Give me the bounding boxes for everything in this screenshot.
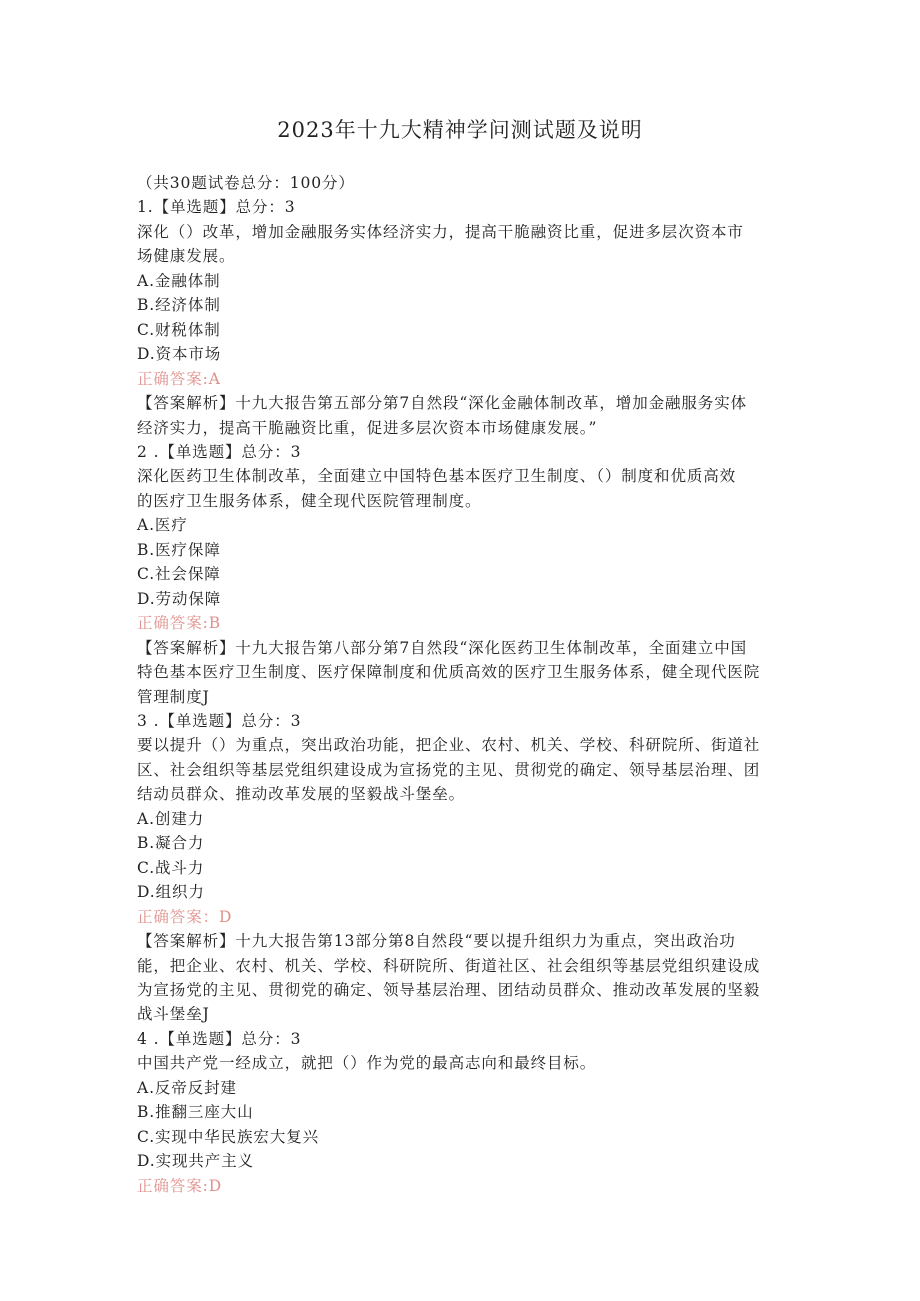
document-title: 2023年十九大精神学问测试题及说明 bbox=[277, 118, 643, 142]
answer-option: B.医疗保障 bbox=[137, 540, 221, 559]
question-header: 1.【单选题】总分：3 bbox=[137, 198, 296, 217]
correct-answer: 正确答案:B bbox=[137, 614, 222, 633]
question-stem-line: 要以提升（）为重点，突出政治功能，把企业、农村、机关、学校、科研院所、街道社 bbox=[137, 736, 761, 755]
question-stem-line: 深化医药卫生体制改革，全面建立中国特色基本医疗卫生制度、（）制度和优质高效 bbox=[137, 467, 737, 486]
answer-option: C.实现中华民族宏大复兴 bbox=[137, 1127, 320, 1146]
answer-analysis-line: 能，把企业、农村、机关、学校、科研院所、街道社区、社会组织等基层党组织建设成 bbox=[137, 956, 761, 975]
exam-summary: （共30题试卷总分：100分） bbox=[137, 174, 355, 192]
answer-option: C.社会保障 bbox=[137, 565, 221, 584]
question-stem-line: 中国共产党一经成立，就把（）作为党的最高志向和最终目标。 bbox=[137, 1054, 597, 1073]
answer-option: A.反帝反封建 bbox=[137, 1078, 237, 1097]
answer-analysis-line: 经济实力，提高干脆融资比重，促进多层次资本市场健康发展。” bbox=[137, 418, 598, 437]
question-header: 3 .【单选题】总分：3 bbox=[137, 711, 302, 730]
question-header: 2 .【单选题】总分：3 bbox=[137, 442, 302, 461]
answer-analysis-line: 【答案解析】十九大报告第13部分第8自然段“要以提升组织力为重点，突出政治功 bbox=[137, 932, 736, 951]
answer-option: D.组织力 bbox=[137, 883, 205, 902]
answer-option: B.凝合力 bbox=[137, 834, 205, 853]
answer-option: B.经济体制 bbox=[137, 296, 221, 315]
answer-analysis-line: 【答案解析】十九大报告第五部分第7自然段“深化金融体制改革，增加金融服务实体 bbox=[137, 394, 747, 413]
answer-analysis-line: 特色基本医疗卫生制度、医疗保障制度和优质高效的医疗卫生服务体系，健全现代医院 bbox=[137, 663, 761, 682]
answer-analysis-line: 管理制度J bbox=[137, 687, 210, 706]
answer-analysis-line: 【答案解析】十九大报告第八部分第7自然段“深化医药卫生体制改革，全面建立中国 bbox=[137, 638, 747, 657]
answer-option: C.财税体制 bbox=[137, 320, 221, 339]
answer-option: C.战斗力 bbox=[137, 858, 205, 877]
question-stem-line: 区、社会组织等基层党组织建设成为宣扬党的主见、贯彻党的确定、领导基层治理、团 bbox=[137, 760, 761, 779]
answer-option: A.创建力 bbox=[137, 809, 205, 828]
answer-option: B.推翻三座大山 bbox=[137, 1103, 254, 1122]
answer-option: A.医疗 bbox=[137, 516, 188, 535]
correct-answer: 正确答案:A bbox=[137, 369, 221, 388]
question-stem-line: 场健康发展。 bbox=[137, 247, 236, 266]
answer-analysis-line: 为宣扬党的主见、贯彻党的确定、领导基层治理、团结动员群众、推动改革发展的坚毅 bbox=[137, 980, 761, 999]
correct-answer: 正确答案:D bbox=[137, 1176, 223, 1195]
answer-option: D.劳动保障 bbox=[137, 589, 222, 608]
correct-answer: 正确答案：D bbox=[137, 907, 233, 926]
answer-analysis-line: 战斗堡垒J bbox=[137, 1005, 210, 1024]
document-body bbox=[137, 171, 797, 1198]
answer-option: D.资本市场 bbox=[137, 345, 222, 364]
question-stem-line: 深化（）改革，增加金融服务实体经济实力，提高干脆融资比重，促进多层次资本市 bbox=[137, 222, 744, 241]
question-stem-line: 的医疗卫生服务体系，健全现代医院管理制度。 bbox=[137, 491, 482, 510]
answer-option: D.实现共产主义 bbox=[137, 1152, 255, 1171]
question-stem-line: 结动员群众、推动改革发展的坚毅战斗堡垒。 bbox=[137, 785, 466, 804]
question-header: 4 .【单选题】总分：3 bbox=[137, 1029, 302, 1048]
answer-option: A.金融体制 bbox=[137, 271, 221, 290]
